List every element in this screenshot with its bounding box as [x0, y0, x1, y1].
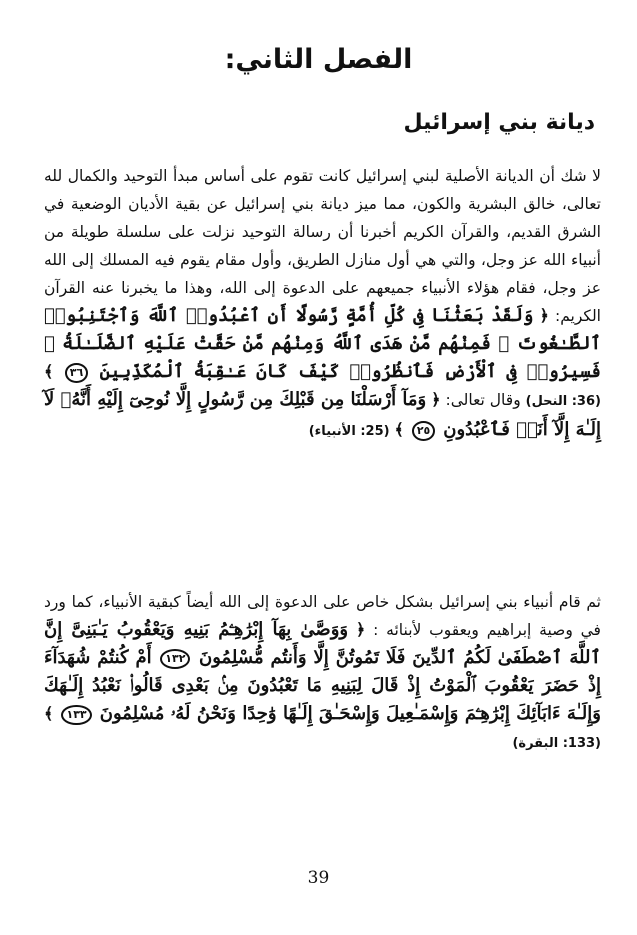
quran-verse-al-baqarah-133: أَمْ كُنتُمْ شُهَدَآءَ إِذْ حَضَرَ يَعْقُوبَ ٱلْمَوْتُ إِذْ قَالَ لِبَنِيهِ مَا تَعْبُدُونَ مِنۢ بَعْدِى قَالُوا۟ نَعْبُدُ إِلَـٰهَكَ وَإِلَـٰهَ ءَابَآئِكَ إِبْرَٰهِـۧمَ وَإِسْمَـٰعِيلَ وَإِسْحَـٰقَ إِلَـٰهًا وَٰحِدًا وَنَحْنُ لَهُۥ مُسْلِمُونَ: [44, 647, 601, 724]
connector-text: وقال تعالى:: [445, 391, 521, 409]
ayah-number-marker: ١٣٢: [160, 649, 190, 669]
chapter-title: الفصل الثاني:: [224, 44, 413, 75]
verse-reference: (133: البقرة): [512, 736, 601, 751]
quote-close-bracket: ﴾: [44, 362, 54, 381]
quote-close-bracket: ﴾: [394, 420, 404, 439]
quote-open-bracket: ﴿: [355, 620, 366, 639]
verse-reference: (25: الأنبياء): [308, 424, 390, 439]
quran-verse-an-nahl: وَلَقَدْ بَعَثْنَا فِى كُلِّ أُمَّةٍ رَّسُولًا أَنِ ٱعْبُدُوا۟ ٱللَّهَ وَٱجْتَنِبُوا۟ ٱلطَّـٰغُوتَ ۖ فَمِنْهُم مَّنْ هَدَى ٱللَّهُ وَمِنْهُم مَّنْ حَقَّتْ عَلَيْهِ ٱلضَّلَـٰلَةُ ۚ فَسِيرُوا۟ فِى ٱلْأَرْضِ فَٱنظُرُوا۟ كَيْفَ كَانَ عَـٰقِبَةُ ٱلْمُكَذِّبِينَ: [44, 305, 601, 382]
ayah-number-marker: ٣٦: [65, 363, 88, 383]
verse-reference: (36: النحل): [525, 394, 601, 409]
page-number: 39: [307, 868, 330, 888]
paragraph-1-text: لا شك أن الديانة الأصلية لبني إسرائيل كانت تقوم على أساس مبدأ التوحيد والكمال لله تعالى، خالق البشرية والكون، مما ميز ديانة بني إسرائيل عن بقية الأديان الوضعية في الشرق القديم، والقرآن الكريم أخبرنا أن رسالة التوحيد نزلت على سلسلة طويلة من أنبياء الله عز وجل، والتي هي أول منازل الطريق، وأول مقام يقوم فيه المسلك إلى الله عز وجل، فقام هؤلاء الأنبياء جميعهم على الدعوة إلى الله، وهذا ما يخبرنا عنه القرآن الكريم:: [44, 167, 601, 325]
paragraph-1: [44, 162, 601, 446]
quran-verse-al-baqarah-132: وَوَصَّىٰ بِهَآ إِبْرَٰهِـۧمُ بَنِيهِ وَيَعْقُوبُ يَـٰبَنِىَّ إِنَّ ٱللَّهَ ٱصْطَفَىٰ لَكُمُ ٱلدِّينَ فَلَا تَمُوتُنَّ إِلَّا وَأَنتُم مُّسْلِمُونَ: [44, 619, 601, 668]
paragraph-2: [44, 588, 601, 758]
ayah-number-marker: ٢٥: [412, 421, 435, 441]
quote-close-bracket: ﴾: [44, 704, 54, 723]
section-title: ديانة بني إسرائيل: [403, 110, 595, 135]
ayah-number-marker: ١٣٣: [61, 705, 91, 725]
quran-verse-al-anbiya: وَمَآ أَرْسَلْنَا مِن قَبْلِكَ مِن رَّسُولٍ إِلَّا نُوحِىٓ إِلَيْهِ أَنَّهُۥ لَآ إِلَـٰهَ إِلَّآ أَنَا۠ فَٱعْبُدُونِ: [44, 389, 601, 440]
quote-open-bracket: ﴿: [539, 306, 549, 325]
paragraph-2-text: ثم قام أنبياء بني إسرائيل بشكل خاص على الدعوة إلى الله أيضاً كبقية الأنبياء، كما ورد في وصية إبراهيم ويعقوب لأبنائه :: [44, 593, 601, 639]
quote-open-bracket: ﴿: [431, 390, 441, 409]
